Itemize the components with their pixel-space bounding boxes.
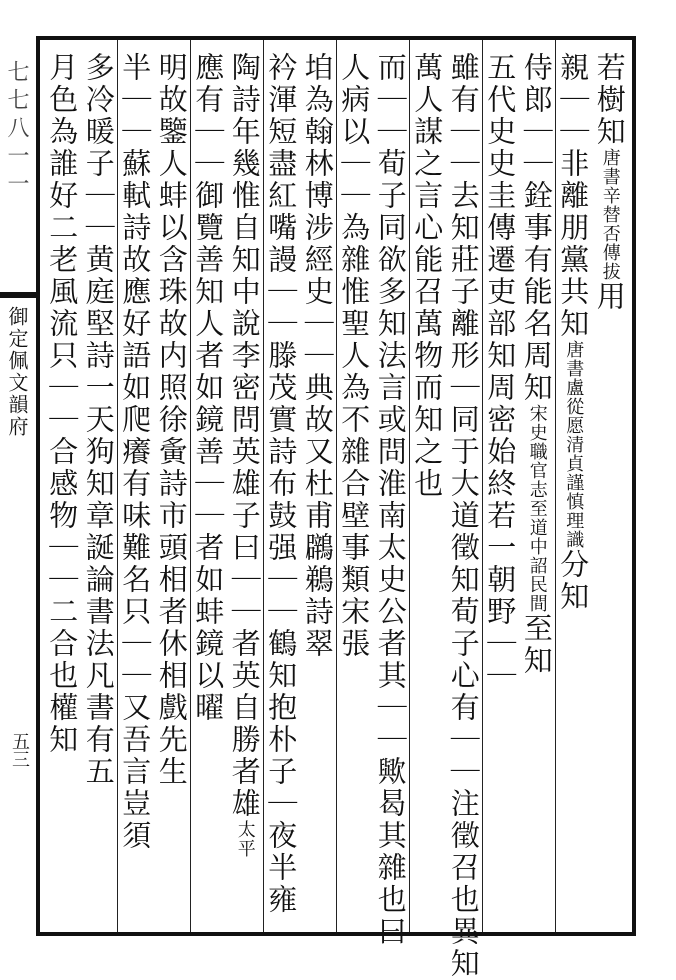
text-segment: 中說李密問英雄子曰｜｜者英自勝者雄: [227, 276, 262, 820]
text-segment: 唐書辛替否傳拔: [599, 148, 621, 281]
column-rule: [482, 40, 483, 932]
text-segment: 至知: [519, 613, 554, 677]
text-segment: 月色為誰好二老風流只｜｜: [45, 52, 80, 436]
text-segment: 荀子同欲: [373, 148, 408, 276]
text-segment: 垍為翰林博涉經史｜｜典故又杜甫鸊鵜詩翠: [300, 52, 335, 660]
text-segment: 荀子心有｜｜注徵召也: [446, 596, 481, 916]
margin-mark: 七七八一一: [4, 60, 29, 200]
text-segment: 知: [483, 340, 518, 372]
text-segment: 莊子離形｜同于大道: [446, 244, 481, 532]
text-segment: 自知: [227, 212, 262, 276]
text-segment: 多知: [373, 276, 408, 340]
text-segment: 言心能召萬物而知之也: [410, 180, 445, 500]
text-segment: 若: [592, 52, 627, 84]
text-segment: 鶴知: [264, 628, 299, 692]
text-segment: 雖有｜｜: [446, 52, 481, 180]
text-segment: 樹知: [592, 84, 627, 148]
text-segment: 狗知: [81, 436, 116, 500]
column-rule: [409, 40, 410, 932]
text-segment: 萬人謀之: [410, 52, 445, 180]
text-segment: 太平: [234, 820, 256, 858]
text-segment: 徵知: [446, 532, 481, 596]
text-segment: 衿渾短盡紅嘴謾｜｜: [264, 52, 299, 340]
text-segment: 人病以｜｜為雜惟聖人為不雜: [337, 52, 372, 468]
text-segment: 明故鑒人蚌以含珠故内照徐夤詩市頭相者休相戲: [154, 52, 189, 724]
text-segment: 合壁事類宋張: [337, 468, 372, 660]
text-segment: ｜｜非離朋黨: [556, 84, 591, 276]
text-column: [40, 52, 84, 922]
text-segment: 滕茂實詩布鼓强｜｜: [264, 340, 299, 628]
text-segment: 章誕論書法凡書有五: [81, 500, 116, 788]
page-number: 五三: [9, 732, 30, 768]
text-segment: 抱朴子｜夜半雍: [264, 692, 299, 916]
text-segment: 多冷暖子｜｜黄庭堅詩一天: [81, 52, 116, 436]
text-segment: 御覽善知人者如鏡善｜｜者如蚌鏡以曜: [191, 180, 226, 724]
text-segment: 應有｜｜: [191, 52, 226, 180]
text-segment: 用: [592, 281, 627, 313]
text-segment: 而｜｜: [373, 52, 408, 148]
text-segment: 共知: [556, 276, 591, 340]
column-rule: [336, 40, 337, 932]
text-segment: 陶詩年幾惟: [227, 52, 262, 212]
text-segment: 宋史職官志至道中詔民間: [526, 404, 548, 613]
text-segment: 周密始終若一朝野｜｜: [483, 372, 518, 692]
text-segment: 唐書盧從愿清貞謹慎理識: [563, 340, 585, 549]
column-rule: [117, 40, 118, 932]
text-segment: 親: [556, 52, 591, 84]
text-segment: 異知: [446, 916, 481, 980]
text-segment: 去知: [446, 180, 481, 244]
text-segment: 分知: [556, 549, 591, 613]
text-segment: 合感物｜｜二合也: [45, 436, 80, 692]
column-rule: [190, 40, 191, 932]
text-segment: 權知: [45, 692, 80, 756]
column-rule: [555, 40, 556, 932]
fishtail-mark: [0, 292, 36, 298]
text-segment: 五代史史圭傳遷吏部: [483, 52, 518, 340]
text-segment: 侍郎｜｜銓事有能名: [519, 52, 554, 340]
text-segment: 周知: [519, 340, 554, 404]
spine-title: 御定佩文韻府: [5, 306, 29, 438]
text-segment: 先生: [154, 724, 189, 788]
text-segment: 法言或問淮南太史公者其｜｜歟曷其雜也曰: [373, 340, 408, 948]
text-segment: 半｜｜蘇軾詩故應好語如爬癢有味難名只｜｜又吾言豈須: [118, 52, 153, 852]
column-rule: [263, 40, 264, 932]
